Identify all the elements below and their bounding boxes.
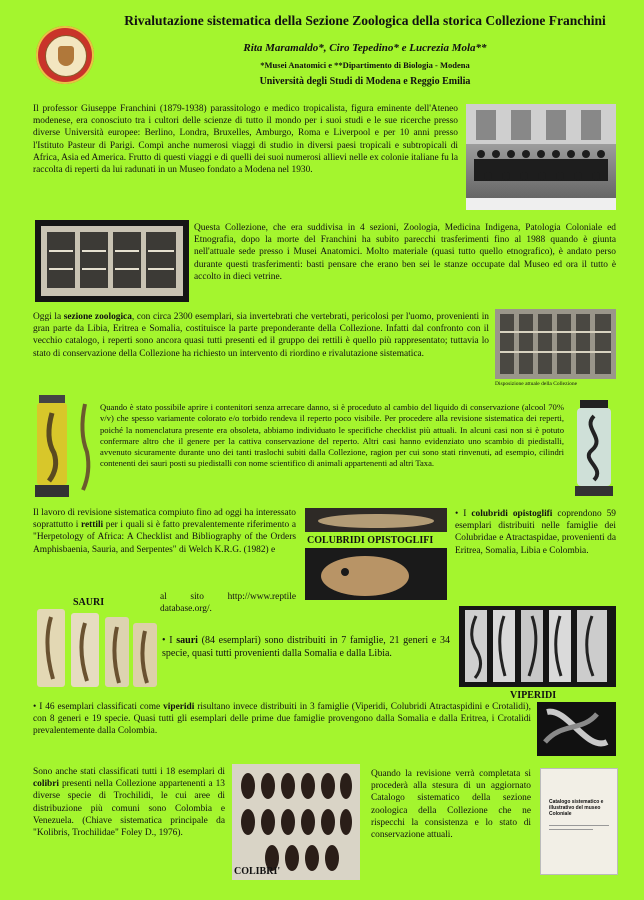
colibri-label: COLIBRI' [234,866,281,877]
university-logo [36,26,94,84]
viperidi-term: viperidi [163,702,195,712]
colibri-photo [232,764,360,880]
viperidi-label: VIPERIDI [510,690,557,701]
viperidi-photo-1 [459,606,616,687]
colubridi-photo-2 [305,548,447,600]
reptiles-term: rettili [80,520,104,531]
lizard-photo-left [75,402,95,492]
poster-university: Università degli Studi di Modena e Reggio Emilia [259,76,471,87]
storage-photo [495,309,616,379]
zoological-section-paragraph: Oggi la sezione zoologica, con circa 2300 esemplari, sia invertebrati che vertebrati, pericolosi per l'uomo, provenienti in gran parte da Libia, Eritrea e Somalia, costituisce la parte preponderante della Collezione. Infatti dal confronto con il vecchio catalogo, i reperti sono ancora quasi tutti presenti ed il gruppo dei rettili è quello più rappresentato; tuttavia lo stato di conservazione della Collezione ha richiesto un intervento di riordino e rivalutazione sistematica. [33,312,489,359]
colubridi-term: colubridi opistoglifi [471,509,553,519]
colubridi-paragraph: • I colubridi opistoglifi coprendono 59 esemplari distribuiti nelle famiglie dei Colubridae e Atractaspidae, provenienti da Eritrea, Somalia, Libia e Colombia. [455,509,616,556]
viperidi-photo-2 [537,702,616,756]
sauri-term: sauri [176,635,198,646]
storage-caption: Disposizione attuale della Collezione [495,381,578,387]
sauri-jars-photo [33,599,161,692]
colibri-term: colibri [33,779,60,790]
sauri-label: SAURI [73,597,105,608]
collection-paragraph: Questa Collezione, che era suddivisa in 4 sezioni, Zoologia, Medicina Indigena, Patologia Coloniale ed Etnografia, dopo la morte del Franchini ha subito parecchi trasferimenti fino al 1988 quando è giunta nell'attuale sede presso i Musei Anatomici. Molto materiale (quasi tutto quello etnografico), è andato perso durante questi trasferimenti: basti pensare che erano ben sei le stanze occupate dal Museo ed ora il tutto è accolto in dieci vetrine. [194,223,616,282]
colubridi-photo-1 [305,508,447,532]
intro-paragraph: Il professor Giuseppe Franchini (1879-1938) parassitologo e medico tropicalista, figura eminente dell'Ateneo modenese, era conosciuto tra i cultori delle scienze di tutto il mondo per i suoi studi e le sue ricerche presso diverse Università europee: Berlino, Londra, Bruxelles, Amburgo, Roma e Liverpool e per 10 anni presso l'Istituto Pasteur di Parigi. Compì anche numerosi viaggi di studio in diversi paesi tropicali e subtropicali di Africa, Asia ed America. Frutto di questi viaggi e di quelli dei suoi numerosi allievi nelle ex colonie italiane fu la raccolta di reperti da lui radunati in un Museo fondato a Modena nel 1930. [33,104,458,176]
zoological-section-term: sezione zoologica [63,312,132,322]
colibri-paragraph: Sono anche stati classificati tutti i 18 esemplari di colibri presenti nella Collezione appartenenti a 13 diverse specie di Trochilidi, le cui aree di distribuzione più comuni sono Colombia e Venezuela. (Chiave sistematica principale da "Kolibris, Trochilidae" Foley D., 1976). [33,767,225,839]
catalog-cover-photo [540,768,618,875]
reptiles-paragraph: Il lavoro di revisione sistematica compiuto fino ad oggi ha interessato soprattutto i rettili per i quali si è fatto prevalentemente riferimento a "Herpetology of Africa: A Checklist and Bibliography of the Orders Amphisbaenia, Sauria, and Serpentes" di Welch K.R.G. (1982) e [33,508,296,555]
lizard-jar-photo [33,393,71,499]
conservation-paragraph: Quando è stato possibile aprire i contenitori senza arrecare danno, si è proceduto al cambio del liquido di conservazione (alcool 70% v/v) che spesso variamente colorato e/o torbido rendeva il reperto poco visibile. Per procedere alla revisione sistematica dei reperti, poiché la nomenclatura presente era obsoleta, abbiamo individuato le specifiche checklist più attuali. In alcuni casi non si è potuto confermare altro che il genere per la cattiva conservazione del reperto. Altri casi hanno evidenziato uno scambio di piedistalli, avvenuto sicuramente durante uno dei tanti traslochi subiti dalla Collezione, ragion per cui sono stati rinvenuti, ad esempio, cilindri contenenti dei sauri posti su piedistalli con nome scientifico di animali appartenenti ad altri Taxa. [100,402,564,469]
vitrine-photo [35,220,189,302]
snake-jar-photo [572,398,616,498]
reptile-database-text: al sito http://www.reptile database.org/. [160,592,296,615]
poster-title: Rivalutazione sistematica della Sezione Zoologica della storica Collezione Franchini [124,13,606,28]
group-photo [466,104,616,210]
colubridi-label: COLUBRIDI OPISTOGLIFI [307,535,434,546]
viperidi-paragraph: • I 46 esemplari classificati come viperidi risultano invece distribuiti in 3 famiglie (Viperidi, Colubridi Atractaspidini e Crotalidi), con 8 generi e 19 specie. Quasi tutti gli esemplari delle prime due famiglie provengono dalla Somalia e dalla Eritrea, i Crotalidi prevalentemente dalla Colombia. [33,702,531,737]
poster-affiliation: *Musei Anatomici e **Dipartimento di Biologia - Modena [260,60,470,70]
catalog-cover-title: Catalogo sistematico e illustrativo del museo Coloniale [549,799,604,817]
sauri-paragraph: • I sauri (84 esemplari) sono distribuiti in 7 famiglie, 21 generi e 34 specie, quasi tutti provenienti dalla Somalia e dalla Libia. [162,635,450,659]
poster-authors: Rita Maramaldo*, Ciro Tepedino* e Lucrezia Mola** [243,42,487,54]
conclusion-paragraph: Quando la revisione verrà completata si procederà alla stesura di un aggiornato Catalogo sistematico della sezione zoologica della Collezione che ne rispecchi la consistenza e lo stato di conservazione attuali. [371,769,531,841]
